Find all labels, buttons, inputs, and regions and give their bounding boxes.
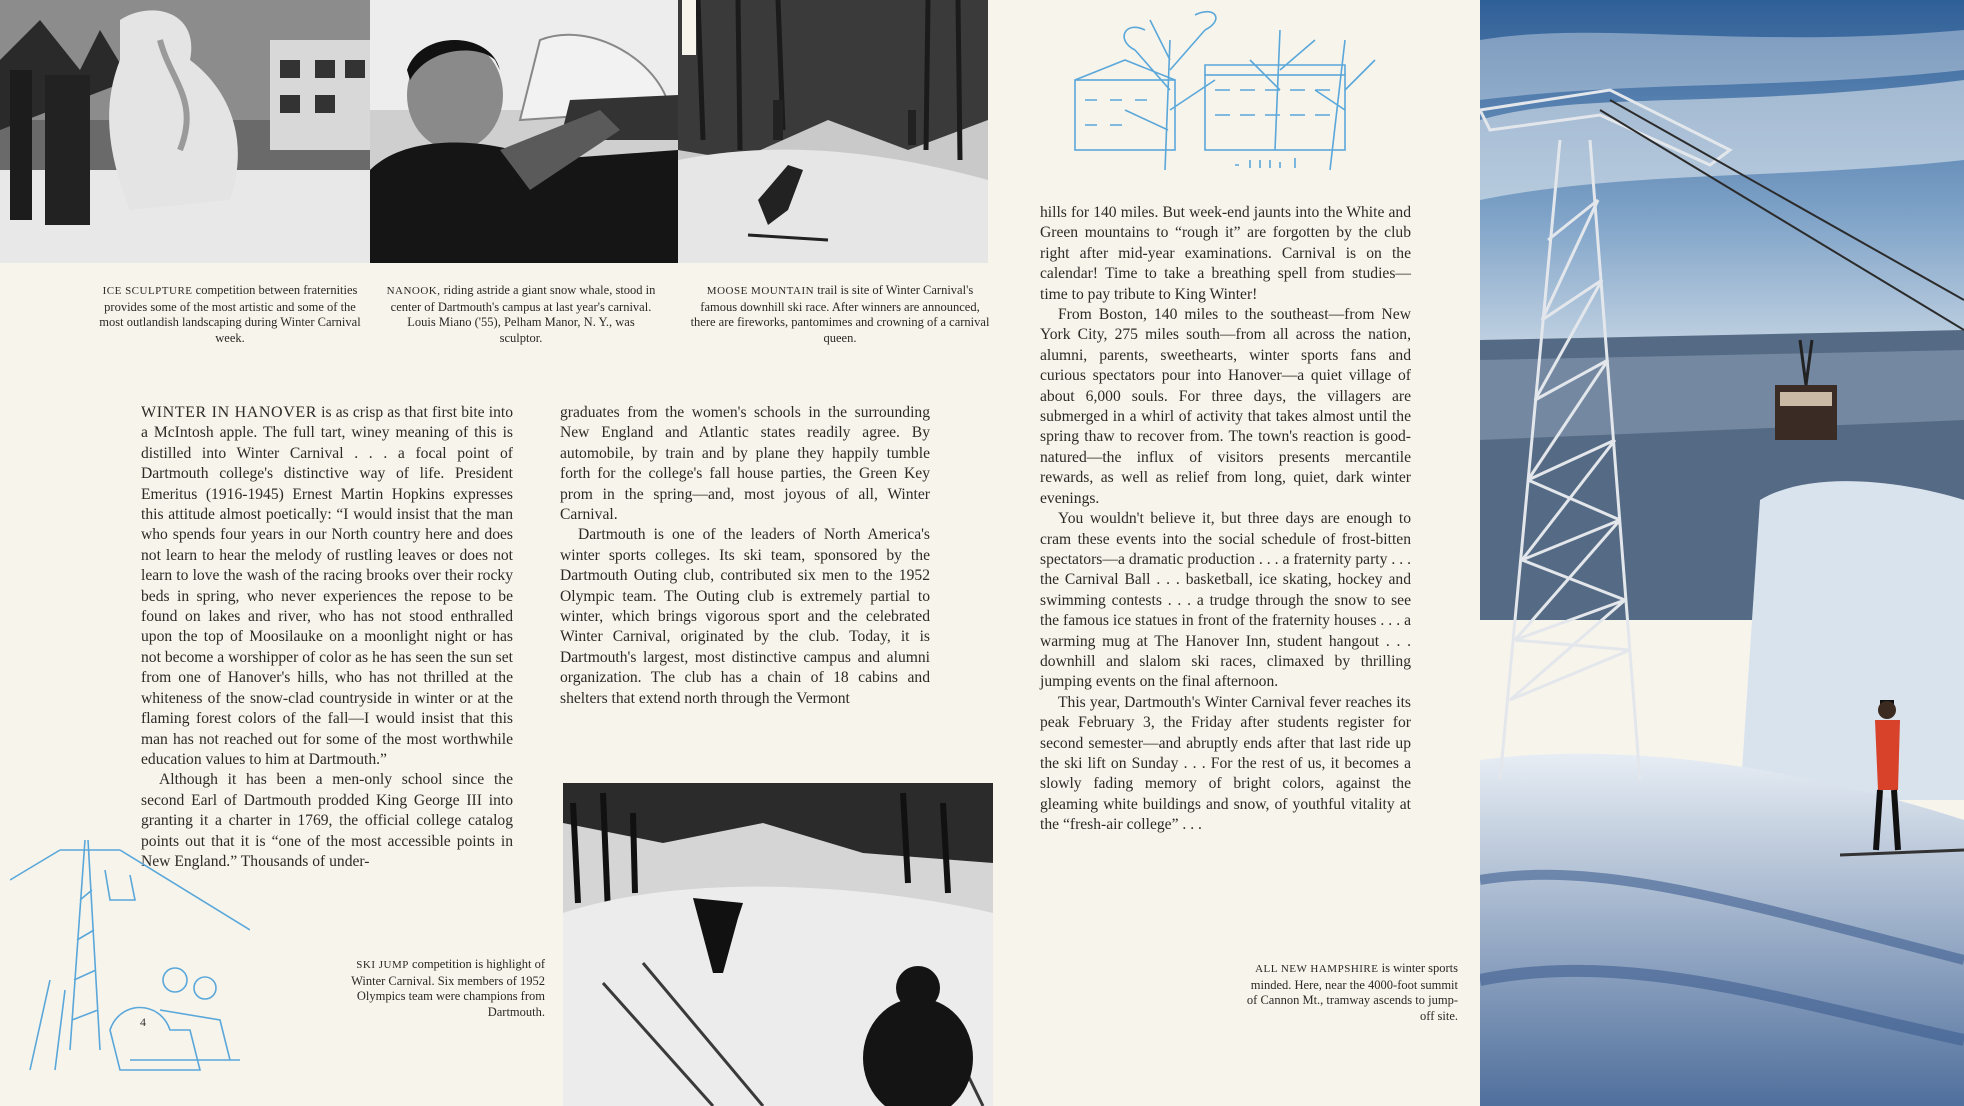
nanook-caption <box>385 283 657 346</box>
page-number: 4 <box>140 1015 146 1029</box>
col3-paragraph-4: This year, Dartmouth's Winter Carnival fever reaches its peak February 3, the Friday after students register for second semester—and abruptly ends after that last ride up the ski lift on Sunday . . . For the rest of us, it becomes a slowly fading memory of bright colors, against the gleaming white buildings and snow, of youthful vitality at the “fresh-air college” . . . <box>1040 693 1411 834</box>
col3-paragraph-3: You wouldn't believe it, but three days are enough to cram these events into the social schedule of frost-bitten spectators—a dramatic production . . . a fraternity party . . . the Carnival Ball . . . basketball, ice skating, hockey and swimming contests . . . a trudge through the snow to see the famous ice statues in front of the fraternity houses . . . a warming mug at The Hanover Inn, student hangout . . . downhill and slalom ski races, climaxed by thrilling jumping events on the final afternoon. <box>1040 510 1411 691</box>
col1-p1-text: is as crisp as that first bite into a McIntosh apple. The full tart, winey meaning of this is distilled into Winter Carnival . . . a focal point of Dartmouth college's distinctive way of life. President Emeritus (1916-1945) Ernest Martin Hopkins expresses this attitude almost poetically: “I would insist that the man who spends four years in our North country here and does not learn to hear the melody of rustling leaves or does not learn to love the wash of the racing brooks over their rocky beds in spring, who never experiences the repose to be found on lakes and river, who has not stood enthralled upon the top of Moosilauke on a moonlight night or has not become a worshipper of color as he has seen the sun set from one of Hanover's hills, who has not thrilled at the whiteness of the snow-clad countryside in winter or at the flaming forest colors of the fall—I would insist that this man has not reached out for some of the most worthwhile education values to him at Dartmouth.” <box>141 404 513 768</box>
caption-lead: ALL NEW HAMPSHIRE <box>1255 963 1379 975</box>
col3-paragraph-1: hills for 140 miles. But week-end jaunts into the White and Green mountains to “rough it” are forgotten by the club right after mid-year examinations. Carnival is on the calendar! Time to take a breathing spell from studies—time to pay tribute to King Winter! <box>1040 204 1411 303</box>
col3-paragraph-2: From Boston, 140 miles to the southeast—from New York City, 275 miles south—from all across the nation, alumni, parents, sweethearts, winter sports fans and curious spectators pour into Hanover—a quiet village of about 6,000 souls. For three days, the villagers are submerged in a whirl of activity that takes almost until the spring thaw to recover from. The town's reaction is good-natured—the influx of visitors presents mercantile rewards, as well as relief from long, quiet, dark winter evenings. <box>1040 306 1411 507</box>
body-column-2 <box>560 403 930 709</box>
caption-text: competition between fraternities provides some of the most artistic and some of the most outlandish landscaping during Winter Carnival week. <box>99 283 361 345</box>
moose-mountain-caption <box>690 283 990 346</box>
ice-sculpture-photo <box>0 0 370 263</box>
ice-sculpture-caption <box>95 283 365 346</box>
caption-lead: MOOSE MOUNTAIN <box>706 285 815 297</box>
caption-text: is winter sports minded. Here, near the 4000-foot summit of Cannon Mt., tramway ascends to jump-off site. <box>1246 961 1458 1023</box>
ski-jump-photo <box>563 783 993 1106</box>
photo-gap <box>682 0 696 55</box>
caption-lead: NANOOK, <box>386 285 441 297</box>
campus-sketch-illustration <box>1055 0 1400 185</box>
body-column-1 <box>141 403 513 872</box>
col2-paragraph-2: Dartmouth is one of the leaders of North America's winter sports colleges. Its ski team, sponsored by the Dartmouth Outing club, contributed six men to the 1952 Olympic team. The Outing club is extremely partial to winter, which brings vigorous sport and the celebrated Winter Carnival, originated by the club. Today, it is Dartmouth's largest, most distinctive campus and alumni organization. The club has a chain of 18 cabins and shelters that extend north through the Vermont <box>560 526 930 707</box>
caption-text: competition is highlight of Winter Carnival. Six members of 1952 Olympics team were champions from Dartmouth. <box>351 957 545 1019</box>
cannon-mountain-caption <box>1238 961 1458 1024</box>
col2-paragraph-1: graduates from the women's schools in the surrounding New England and Atlantic states readily agree. By automobile, by train and by plane they happily tumble forth for the college's fall house parties, the Green Key prom in the spring—and, most joyous of all, Winter Carnival. <box>560 404 930 524</box>
caption-text: riding astride a giant snow whale, stood in center of Dartmouth's campus at last year's carnival. Louis Miano ('55), Pelham Manor, N. Y., was sculptor. <box>390 283 656 345</box>
moose-mountain-photo <box>678 0 988 263</box>
col1-paragraph-2: Although it has been a men-only school since the second Earl of Dartmouth prodded King George III into granting it a charter in 1769, the official college catalog points out that it is “one of the most accessible points in New England.” Thousands of under- <box>141 771 513 870</box>
body-column-3 <box>1040 203 1411 836</box>
caption-lead: SKI JUMP <box>356 959 409 971</box>
caption-text: trail is site of Winter Carnival's famous downhill ski race. After winners are announced, there are fireworks, pantomimes and crowning of a carnival queen. <box>690 283 990 345</box>
ski-lodge-sketch-illustration <box>10 820 250 1080</box>
caption-lead: ICE SCULPTURE <box>102 285 193 297</box>
col1-lead: WINTER IN HANOVER <box>141 404 317 421</box>
col1-paragraph-1 <box>141 403 513 770</box>
ski-jump-caption <box>335 957 545 1020</box>
nanook-photo <box>370 0 678 263</box>
cannon-tramway-photo <box>1480 0 1964 1106</box>
